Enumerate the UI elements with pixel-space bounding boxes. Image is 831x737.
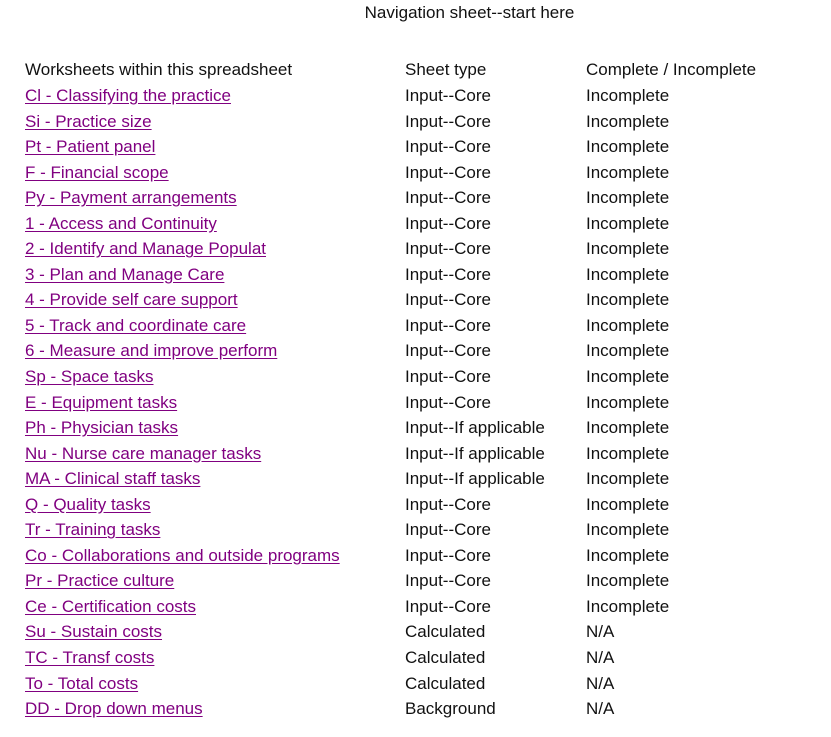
header-status: Complete / Incomplete bbox=[586, 60, 757, 79]
table-row bbox=[0, 264, 831, 290]
sheet-type-cell: Input--If applicable bbox=[405, 443, 545, 463]
worksheet-link[interactable]: Si - Practice size bbox=[25, 111, 152, 131]
column-header-row bbox=[0, 60, 831, 82]
sheet-type-cell: Calculated bbox=[405, 673, 486, 693]
status-cell: Incomplete bbox=[586, 86, 670, 105]
worksheet-link[interactable]: Ph - Physician tasks bbox=[25, 418, 179, 438]
worksheet-link[interactable]: Su - Sustain costs bbox=[25, 622, 163, 642]
sheet-type-cell: Input--Core bbox=[405, 111, 491, 131]
worksheet-link[interactable]: TC - Transf costs bbox=[25, 648, 155, 668]
worksheet-link[interactable]: To - Total costs bbox=[25, 673, 139, 693]
status-cell: Incomplete bbox=[586, 162, 670, 182]
worksheet-link[interactable]: 2 - Identify and Manage Populat bbox=[25, 239, 266, 259]
status-cell: N/A bbox=[586, 673, 615, 693]
status-cell: Incomplete bbox=[586, 137, 670, 157]
table-row bbox=[0, 443, 831, 469]
status-cell: Incomplete bbox=[586, 520, 670, 540]
worksheet-link[interactable]: Q - Quality tasks bbox=[25, 494, 151, 514]
sheet-type-cell: Input--Core bbox=[405, 367, 491, 387]
sheet-type-cell: Input--Core bbox=[405, 315, 491, 335]
table-row bbox=[0, 340, 831, 366]
header-sheet-type: Sheet type bbox=[405, 60, 487, 79]
table-row bbox=[0, 111, 831, 137]
table-row bbox=[0, 519, 831, 545]
status-cell: Incomplete bbox=[586, 290, 670, 310]
status-cell: Incomplete bbox=[586, 315, 670, 335]
sheet-type-cell: Input--Core bbox=[405, 290, 491, 310]
status-cell: Incomplete bbox=[586, 264, 670, 284]
table-row bbox=[0, 85, 831, 111]
table-row bbox=[0, 289, 831, 315]
worksheet-link[interactable]: Pt - Patient panel bbox=[25, 137, 156, 157]
worksheet-link[interactable]: 5 - Track and coordinate care bbox=[25, 315, 247, 335]
worksheet-link[interactable]: 1 - Access and Continuity bbox=[25, 213, 217, 233]
sheet-type-cell: Input--Core bbox=[405, 86, 491, 105]
worksheet-list bbox=[0, 85, 831, 724]
worksheet-link[interactable]: Sp - Space tasks bbox=[25, 367, 154, 387]
status-cell: Incomplete bbox=[586, 367, 670, 387]
sheet-type-cell: Input--Core bbox=[405, 239, 491, 259]
status-cell: Incomplete bbox=[586, 111, 670, 131]
status-cell: Incomplete bbox=[586, 443, 670, 463]
table-row bbox=[0, 315, 831, 341]
sheet-type-cell: Input--Core bbox=[405, 188, 491, 208]
status-cell: N/A bbox=[586, 699, 615, 719]
table-row bbox=[0, 468, 831, 494]
table-row bbox=[0, 238, 831, 264]
sheet-type-cell: Input--Core bbox=[405, 162, 491, 182]
status-cell: Incomplete bbox=[586, 188, 670, 208]
sheet-type-cell: Calculated bbox=[405, 622, 486, 642]
table-row bbox=[0, 647, 831, 673]
status-cell: Incomplete bbox=[586, 494, 670, 514]
table-row bbox=[0, 417, 831, 443]
status-cell: Incomplete bbox=[586, 596, 670, 616]
worksheet-link[interactable]: 6 - Measure and improve perform bbox=[25, 341, 278, 361]
sheet-type-cell: Input--Core bbox=[405, 392, 491, 412]
table-row bbox=[0, 698, 831, 724]
worksheet-link[interactable]: 3 - Plan and Manage Care bbox=[25, 264, 225, 284]
table-row bbox=[0, 570, 831, 596]
table-row bbox=[0, 596, 831, 622]
worksheet-link[interactable]: Co - Collaborations and outside programs bbox=[25, 545, 340, 565]
table-row bbox=[0, 213, 831, 239]
sheet-type-cell: Input--Core bbox=[405, 494, 491, 514]
worksheet-link[interactable]: Nu - Nurse care manager tasks bbox=[25, 443, 262, 463]
worksheet-link[interactable]: E - Equipment tasks bbox=[25, 392, 178, 412]
header-worksheets: Worksheets within this spreadsheet bbox=[25, 60, 293, 79]
status-cell: Incomplete bbox=[586, 239, 670, 259]
table-row bbox=[0, 545, 831, 571]
table-row bbox=[0, 494, 831, 520]
sheet-type-cell: Calculated bbox=[405, 648, 486, 668]
sheet-type-cell: Input--Core bbox=[405, 264, 491, 284]
status-cell: Incomplete bbox=[586, 545, 670, 565]
table-row bbox=[0, 366, 831, 392]
table-row bbox=[0, 136, 831, 162]
status-cell: Incomplete bbox=[586, 213, 670, 233]
worksheet-link[interactable]: F - Financial scope bbox=[25, 162, 169, 182]
sheet-type-cell: Input--Core bbox=[405, 213, 491, 233]
sheet-type-cell: Input--If applicable bbox=[405, 469, 545, 489]
sheet-type-cell: Background bbox=[405, 699, 496, 719]
sheet-type-cell: Input--Core bbox=[405, 571, 491, 591]
sheet-type-cell: Input--Core bbox=[405, 520, 491, 540]
table-row bbox=[0, 187, 831, 213]
status-cell: N/A bbox=[586, 648, 615, 668]
table-row bbox=[0, 621, 831, 647]
worksheet-link[interactable]: Cl - Classifying the practice bbox=[25, 86, 231, 105]
status-cell: Incomplete bbox=[586, 418, 670, 438]
worksheet-link[interactable]: DD - Drop down menus bbox=[25, 699, 203, 719]
sheet-type-cell: Input--Core bbox=[405, 596, 491, 616]
status-cell: N/A bbox=[586, 622, 615, 642]
worksheet-link[interactable]: 4 - Provide self care support bbox=[25, 290, 238, 310]
table-row bbox=[0, 392, 831, 418]
worksheet-link[interactable]: MA - Clinical staff tasks bbox=[25, 469, 201, 489]
sheet-type-cell: Input--Core bbox=[405, 545, 491, 565]
status-cell: Incomplete bbox=[586, 341, 670, 361]
sheet-type-cell: Input--Core bbox=[405, 341, 491, 361]
worksheet-link[interactable]: Pr - Practice culture bbox=[25, 571, 175, 591]
status-cell: Incomplete bbox=[586, 469, 670, 489]
worksheet-link[interactable]: Tr - Training tasks bbox=[25, 520, 161, 540]
status-cell: Incomplete bbox=[586, 392, 670, 412]
sheet-type-cell: Input--If applicable bbox=[405, 418, 545, 438]
sheet-type-cell: Input--Core bbox=[405, 137, 491, 157]
worksheet-link[interactable]: Ce - Certification costs bbox=[25, 596, 196, 616]
page-title: Navigation sheet--start here bbox=[364, 3, 575, 22]
worksheet-link[interactable]: Py - Payment arrangements bbox=[25, 188, 237, 208]
status-cell: Incomplete bbox=[586, 571, 670, 591]
table-row bbox=[0, 673, 831, 699]
table-row bbox=[0, 162, 831, 188]
